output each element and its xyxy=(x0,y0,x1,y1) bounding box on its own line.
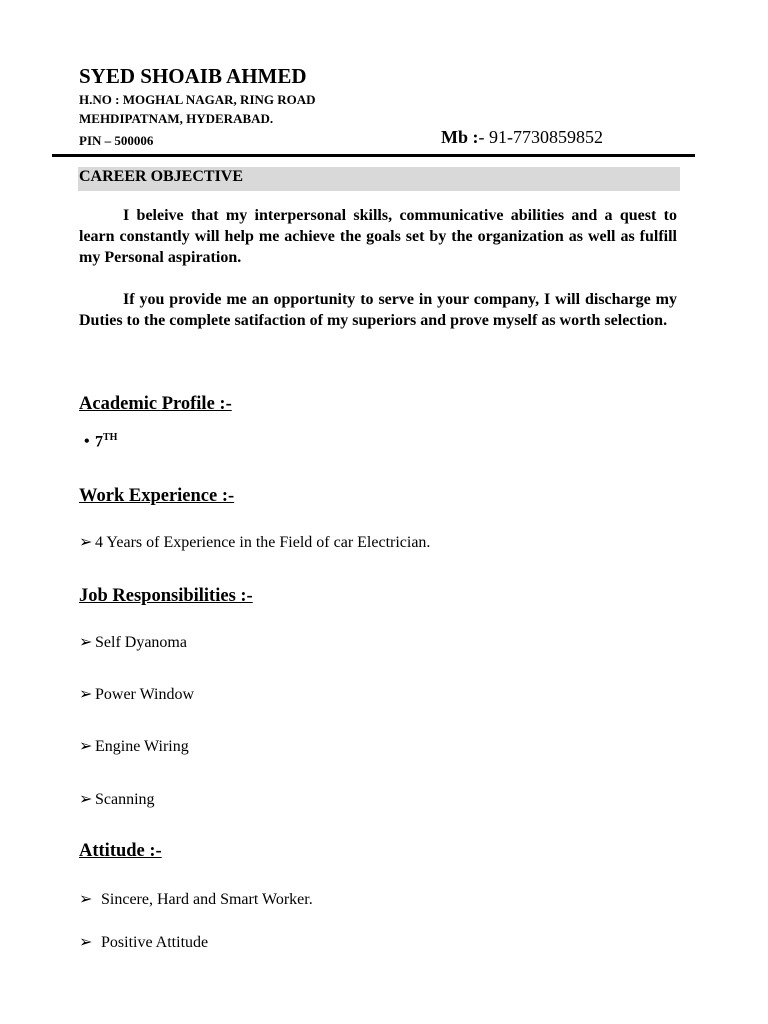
career-objective-title: CAREER OBJECTIVE xyxy=(79,168,244,185)
job-item-scanning: Scanning xyxy=(95,791,155,808)
academic-profile-heading: Academic Profile :- xyxy=(79,394,232,414)
arrow-bullet-icon: ➢ xyxy=(79,634,93,651)
candidate-name: SYED SHOAIB AHMED xyxy=(79,64,307,88)
objective-paragraph-2: If you provide me an opportunity to serve in your company, I will discharge my Duties to the complete satifaction of my superiors and prove myself as worth selection. xyxy=(79,291,677,329)
job-item-self-dyanoma: Self Dyanoma xyxy=(95,634,187,651)
list-item xyxy=(79,932,208,952)
address-line-2: MEHDIPATNAM, HYDERABAD. xyxy=(79,111,274,126)
attitude-item-positive: Positive Attitude xyxy=(101,934,209,951)
list-item xyxy=(79,736,189,756)
arrow-bullet-icon: ➢ xyxy=(79,534,93,551)
job-responsibilities-heading: Job Responsibilities :- xyxy=(79,586,253,606)
address-line-1: H.NO : MOGHAL NAGAR, RING ROAD xyxy=(79,92,316,107)
arrow-bullet-icon: ➢ xyxy=(79,738,93,755)
mobile-label: Mb : xyxy=(441,127,479,147)
job-item-engine-wiring: Engine Wiring xyxy=(95,738,189,755)
academic-item-sup: TH xyxy=(103,432,118,443)
attitude-item-worker: Sincere, Hard and Smart Worker. xyxy=(101,891,313,908)
attitude-heading: Attitude :- xyxy=(79,841,162,861)
work-experience-heading: Work Experience :- xyxy=(79,486,235,506)
academic-item xyxy=(79,432,117,451)
arrow-bullet-icon: ➢ xyxy=(79,891,93,908)
bullet-icon: • xyxy=(84,433,90,451)
job-item-power-window: Power Window xyxy=(95,686,195,703)
pin-code: PIN – 500006 xyxy=(79,133,154,148)
list-item xyxy=(79,789,155,809)
academic-item-base: 7 xyxy=(95,433,103,451)
header-divider xyxy=(52,154,695,157)
arrow-bullet-icon: ➢ xyxy=(79,686,93,703)
list-item xyxy=(79,684,194,704)
career-objective-bar xyxy=(78,167,680,191)
list-item xyxy=(79,532,430,552)
work-experience-item: 4 Years of Experience in the Field of car Electrician. xyxy=(95,534,431,551)
arrow-bullet-icon: ➢ xyxy=(79,791,93,808)
mobile-value: - 91-7730859852 xyxy=(478,127,603,147)
arrow-bullet-icon: ➢ xyxy=(79,934,93,951)
objective-paragraph-1: I beleive that my interpersonal skills, communicative abilities and a quest to learn constantly will help me achieve the goals set by the organization as well as fulfill my Personal aspiration. xyxy=(79,207,677,266)
mobile-number xyxy=(441,127,603,148)
list-item xyxy=(79,632,187,652)
list-item xyxy=(79,889,313,909)
